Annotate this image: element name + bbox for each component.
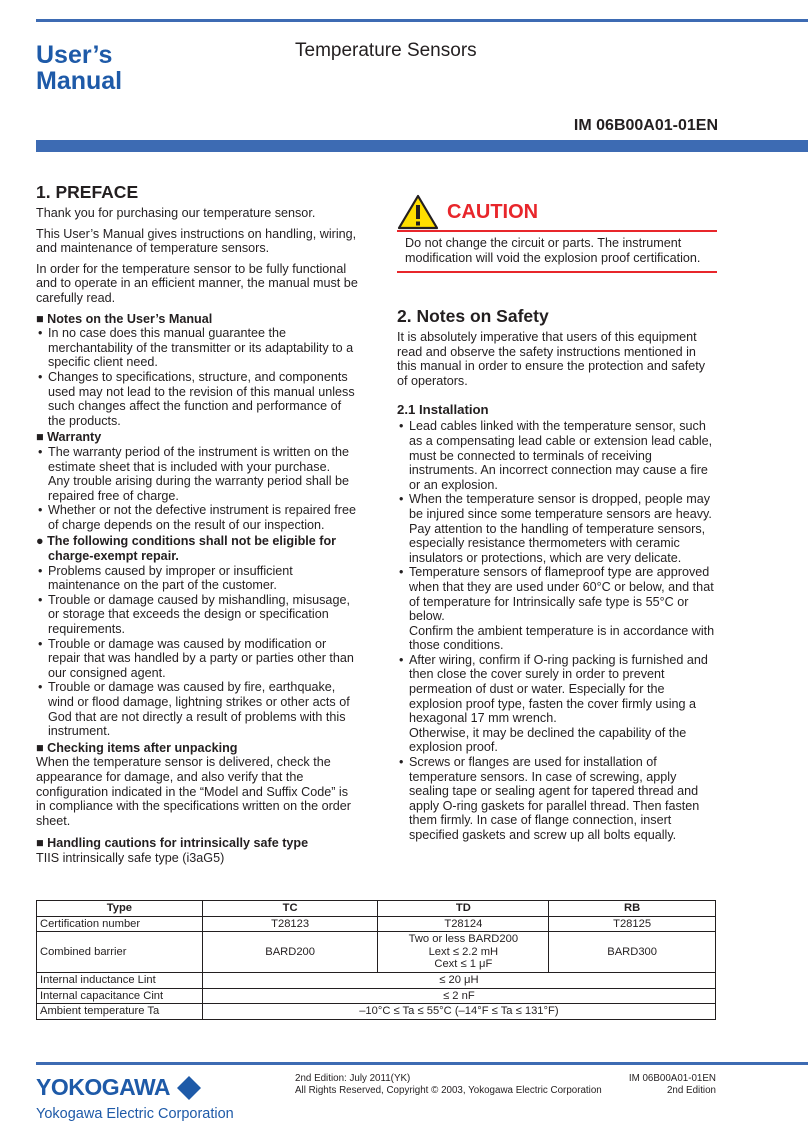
- warranty-list: [36, 445, 358, 533]
- yokogawa-logo: YOKOGAWA: [36, 1074, 202, 1101]
- conditions-list: [36, 564, 358, 739]
- caution-bottom-rule: [397, 271, 717, 273]
- table-row: [37, 1004, 716, 1020]
- table-header-row: [37, 901, 716, 917]
- row-label: Combined barrier: [37, 932, 203, 973]
- right-column: [397, 306, 719, 845]
- checking-heading: ■ Checking items after unpacking: [36, 740, 238, 755]
- handling-text: TIIS intrinsically safe type (i3aG5): [36, 850, 225, 865]
- table-cell: BARD300: [549, 932, 716, 973]
- table-cell: ≤ 20 μH: [202, 972, 715, 988]
- header-rule: [36, 19, 808, 22]
- preface-para: This User’s Manual gives instructions on handling, wiring, and maintenance of temperature sensors.: [36, 226, 357, 256]
- safety-intro: It is absolutely imperative that users of this equipment read and observe the safety instructions mentioned in this manual in order to ensure the protection and safety of operators.: [397, 330, 706, 388]
- list-item: • Temperature sensors of flameproof type are approved when that they are used under 60°C or below, and that of temperature for Intrinsically safe type is 55°C or below. Confirm the ambient temperature is in accordance with those conditions.: [397, 565, 719, 653]
- table-cell: ≤ 2 nF: [202, 988, 715, 1004]
- notes-list: [36, 326, 358, 428]
- list-item: • The warranty period of the instrument is written on the estimate sheet that is included with your purchase. Any trouble arising during the warranty period shall be repaired free of charge.: [36, 445, 358, 503]
- row-label: Internal capacitance Cint: [37, 988, 203, 1004]
- table-header: TD: [378, 901, 549, 917]
- safety-heading: 2. Notes on Safety: [397, 306, 549, 326]
- corporation-name: Yokogawa Electric Corporation: [36, 1106, 234, 1122]
- list-item: • Whether or not the defective instrument is repaired free of charge depends on the result of our inspection.: [36, 503, 358, 532]
- list-item: • Problems caused by improper or insufficient maintenance on the part of the customer.: [36, 564, 358, 593]
- list-item: • Lead cables linked with the temperature sensor, such as a compensating lead cable or extension lead cable, must be connected to terminals of receiving instruments. An incorrect connection may cause a fire or an explosion.: [397, 419, 719, 492]
- table-row: [37, 972, 716, 988]
- caution-text: Do not change the circuit or parts. The instrument modification will void the explosion proof certification.: [405, 236, 701, 265]
- footer-edition-info: 2nd Edition: July 2011(YK) All Rights Reserved, Copyright © 2003, Yokogawa Electric Corporation: [295, 1073, 602, 1096]
- list-item: • Changes to specifications, structure, and components used may not lead to the revision of this manual unless such changes affect the function and performance of the products.: [36, 370, 358, 428]
- list-item: • Screws or flanges are used for installation of temperature sensors. In case of screwing, apply sealing tape or sealing agent for tapered thread and apply O-ring gaskets for parallel thread. Then fasten them firmly. In case of flange connection, insert specified gaskets and screw up all bolts equally.: [397, 755, 719, 843]
- preface-heading: 1. PREFACE: [36, 182, 139, 202]
- list-item: • In no case does this manual guarantee the merchantability of the transmitter or its adaptability to a specific client need.: [36, 326, 358, 370]
- document-title: Temperature Sensors: [295, 40, 477, 61]
- notes-heading: ■ Notes on the User’s Manual: [36, 311, 213, 326]
- list-item: • Trouble or damage caused by mishandling, misusage, or storage that exceeds the design or specification requirements.: [36, 593, 358, 637]
- table-cell: T28124: [378, 916, 549, 932]
- warning-triangle-icon: [397, 194, 439, 230]
- table-row: [37, 932, 716, 973]
- row-label: Ambient temperature Ta: [37, 1004, 203, 1020]
- table-cell: –10°C ≤ Ta ≤ 55°C (–14°F ≤ Ta ≤ 131°F): [202, 1004, 715, 1020]
- table-cell: T28123: [202, 916, 378, 932]
- table-header: RB: [549, 901, 716, 917]
- caution-label: CAUTION: [447, 200, 539, 223]
- preface-para: Thank you for purchasing our temperature sensor.: [36, 206, 316, 220]
- preface-para: In order for the temperature sensor to be fully functional and to operate in an efficient manner, the manual must be carefully read.: [36, 261, 358, 305]
- manual-label: User’s Manual: [36, 41, 123, 95]
- installation-list: [397, 419, 719, 842]
- header-band: [36, 140, 808, 152]
- list-item: • After wiring, confirm if O-ring packing is furnished and then close the cover surely in order to prevent permeation of dust or water. Especially for the explosion proof type, fasten the cover firmly using a hexagonal 17 mm wrench. Otherwise, it may be declined the capability of the explosion proof.: [397, 653, 719, 755]
- list-item: • Trouble or damage was caused by modification or repair that was handled by a party or parties other than our consigned agent.: [36, 637, 358, 681]
- table-header: TC: [202, 901, 378, 917]
- left-column: [36, 182, 358, 866]
- document-id: IM 06B00A01-01EN: [573, 117, 718, 134]
- conditions-heading: ● The following conditions shall not be eligible for charge-exempt repair.: [36, 534, 337, 564]
- table-cell: T28125: [549, 916, 716, 932]
- table-cell: BARD200: [202, 932, 378, 973]
- caution-box: [397, 194, 717, 273]
- installation-heading: 2.1 Installation: [397, 402, 489, 418]
- row-label: Certification number: [37, 916, 203, 932]
- list-item: • Trouble or damage was caused by fire, earthquake, wind or flood damage, lightning strikes or other acts of God that are not directly a result of problems with this instrument.: [36, 680, 358, 738]
- specification-table: [36, 900, 716, 1020]
- footer-doc-info: IM 06B00A01-01EN 2nd Edition: [628, 1073, 716, 1096]
- handling-heading: ■ Handling cautions for intrinsically safe type: [36, 836, 309, 851]
- table-cell: Two or less BARD200 Lext ≤ 2.2 mH Cext ≤ 1 μF: [378, 932, 549, 973]
- table-row: [37, 988, 716, 1004]
- checking-text: When the temperature sensor is delivered, check the appearance for damage, and also verify that the configuration indicated in the “Model and Suffix Code” is in compliance with the specifications written on the order sheet.: [36, 755, 352, 828]
- warranty-heading: ■ Warranty: [36, 430, 102, 445]
- table-header: Type: [37, 901, 203, 917]
- row-label: Internal inductance Lint: [37, 972, 203, 988]
- table-row: [37, 916, 716, 932]
- diamond-logo-icon: [176, 1075, 202, 1101]
- list-item: • When the temperature sensor is dropped, people may be injured since some temperature sensors are heavy. Pay attention to the handling of temperature sensors, especially resistance thermometers with ceramic insulators or protections, which are very delicate.: [397, 492, 719, 565]
- footer-rule: [36, 1062, 808, 1065]
